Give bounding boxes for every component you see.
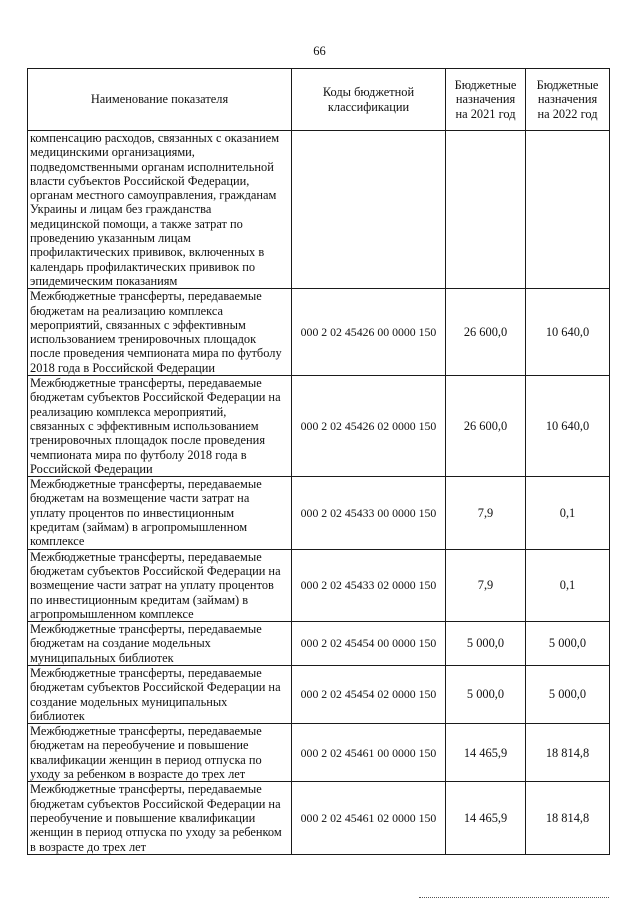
table-row [28, 724, 610, 782]
header-line: на 2021 год [455, 106, 516, 121]
budget-code-cell: 000 2 02 45433 02 0000 150 [292, 549, 446, 621]
indicator-name-cell [28, 724, 292, 782]
budget-code-cell: 000 2 02 45461 00 0000 150 [292, 724, 446, 782]
budget-2022-cell [526, 131, 610, 289]
indicator-name-line: Российской Федерации [30, 461, 153, 476]
indicator-name-line: библиотек [30, 708, 85, 723]
indicator-name-line: Межбюджетные трансферты, передаваемые [30, 477, 262, 492]
budget-2021-cell: 7,9 [446, 477, 526, 549]
budget-code-cell: 000 2 02 45454 02 0000 150 [292, 665, 446, 723]
header-budget-codes [292, 69, 446, 131]
indicator-name-line: по инвестиционным кредитам (займам) в [30, 592, 249, 607]
header-line: назначения [455, 92, 516, 107]
indicator-name-line: реализацию комплекса мероприятий, [30, 404, 227, 419]
indicator-name-line: бюджетам субъектов Российской Федерации на [30, 680, 281, 695]
budget-2022-cell: 0,1 [526, 477, 610, 549]
indicator-name-cell [28, 549, 292, 621]
indicator-name-line: Межбюджетные трансферты, передаваемые [30, 289, 262, 304]
indicator-name-line: подведомственными органам исполнительной [30, 159, 274, 174]
budget-2021-cell: 5 000,0 [446, 665, 526, 723]
indicator-name-line: Межбюджетные трансферты, передаваемые [30, 724, 262, 739]
table-row [28, 289, 610, 376]
indicator-name-line: мероприятий, связанных с эффективным [30, 317, 246, 332]
header-budget-2022 [526, 69, 610, 131]
indicator-name-line: после проведения чемпионата мира по футболу [30, 346, 282, 361]
indicator-name-line: календарь профилактических прививок по [30, 259, 256, 274]
indicator-name-cell [28, 289, 292, 376]
indicator-name-line: переобучение и повышение квалификации [30, 810, 256, 825]
indicator-name-line: уходу за ребенком в возрасте до трех лет [30, 767, 246, 782]
indicator-name-line: бюджетам субъектов Российской Федерации на [30, 563, 281, 578]
budget-2022-cell: 10 640,0 [526, 376, 610, 477]
indicator-name-cell [28, 622, 292, 666]
budget-2021-cell [446, 131, 526, 289]
budget-2022-cell: 10 640,0 [526, 289, 610, 376]
table-row [28, 477, 610, 549]
budget-2021-cell: 5 000,0 [446, 622, 526, 666]
table-row [28, 622, 610, 666]
indicator-name-line: 2018 года в Российской Федерации [30, 360, 216, 375]
budget-code-cell: 000 2 02 45461 02 0000 150 [292, 782, 446, 854]
indicator-name-line: Межбюджетные трансферты, передаваемые [30, 622, 262, 637]
indicator-name-line: тренировочных площадок после проведения [30, 433, 266, 448]
indicator-name-cell [28, 782, 292, 854]
budget-2022-cell: 18 814,8 [526, 724, 610, 782]
indicator-name-line: бюджетам на создание модельных [30, 636, 211, 651]
budget-2021-cell: 7,9 [446, 549, 526, 621]
header-line: Бюджетные [454, 78, 517, 93]
indicator-name-line: кредитам (займам) в агропромышленном [30, 520, 248, 535]
indicator-name-line: органам местного самоуправления, гражданам [30, 188, 277, 203]
indicator-name-line: медицинской помощи, а также затрат по [30, 216, 243, 231]
indicator-name-line: агропромышленном комплексе [30, 606, 194, 621]
indicator-name-line: муниципальных библиотек [30, 650, 174, 665]
indicator-name-line: квалификации женщин в период отпуска по [30, 752, 262, 767]
indicator-name-line: бюджетам на переобучение и повышение [30, 738, 249, 753]
indicator-name-cell [28, 665, 292, 723]
table-row [28, 665, 610, 723]
header-line: классификации [327, 99, 410, 114]
indicator-name-line: бюджетам субъектов Российской Федерации на [30, 796, 281, 811]
indicator-name-line: в возрасте до трех лет [30, 839, 147, 854]
indicator-name-line: медицинскими организациями, [30, 145, 195, 160]
table-header-row [28, 69, 610, 131]
header-line: назначения [537, 92, 598, 107]
indicator-name-line: чемпионата мира по футболу 2018 года в [30, 447, 247, 462]
indicator-name-line: власти субъектов Российской Федерации, [30, 173, 250, 188]
indicator-name-line: бюджетам на возмещение части затрат на [30, 491, 250, 506]
budget-code-cell: 000 2 02 45433 00 0000 150 [292, 477, 446, 549]
budget-table [27, 68, 610, 855]
header-indicator-name: Наименование показателя [28, 69, 292, 131]
indicator-name-line: бюджетам на реализацию комплекса [30, 303, 224, 318]
indicator-name-line: Межбюджетные трансферты, передаваемые [30, 549, 262, 564]
indicator-name-line: Межбюджетные трансферты, передаваемые [30, 782, 262, 797]
table-row [28, 782, 610, 854]
indicator-name-cell [28, 477, 292, 549]
budget-2021-cell: 14 465,9 [446, 782, 526, 854]
scan-artifact-line [419, 897, 609, 900]
indicator-name-line: Межбюджетные трансферты, передаваемые [30, 376, 262, 391]
indicator-name-line: использованием тренировочных площадок [30, 332, 257, 347]
table-body [28, 131, 610, 855]
page-number: 66 [313, 44, 326, 58]
indicator-name-line: Украины и лицам без гражданства [30, 202, 212, 217]
budget-2022-cell: 5 000,0 [526, 665, 610, 723]
indicator-name-line: эпидемическим показаниям [30, 273, 178, 288]
indicator-name-cell [28, 376, 292, 477]
indicator-name-line: женщин в период отпуска по уходу за ребенком [30, 825, 282, 840]
header-budget-2021 [446, 69, 526, 131]
indicator-name-line: уплату процентов по инвестиционным [30, 505, 235, 520]
budget-2022-cell: 5 000,0 [526, 622, 610, 666]
indicator-name-line: возмещение части затрат на уплату процентов [30, 578, 274, 593]
budget-code-cell [292, 131, 446, 289]
budget-code-cell: 000 2 02 45426 02 0000 150 [292, 376, 446, 477]
budget-code-cell: 000 2 02 45454 00 0000 150 [292, 622, 446, 666]
indicator-name-line: проведению указанным лицам [30, 231, 191, 246]
indicator-name-line: Межбюджетные трансферты, передаваемые [30, 665, 262, 680]
budget-2021-cell: 26 600,0 [446, 289, 526, 376]
header-line: на 2022 год [537, 106, 598, 121]
indicator-name-line: создание модельных муниципальных [30, 694, 228, 709]
indicator-name-cell [28, 131, 292, 289]
indicator-name-line: профилактических прививок, включенных в [30, 245, 265, 260]
indicator-name-line: комплексе [30, 534, 85, 549]
indicator-name-line: компенсацию расходов, связанных с оказанием [30, 131, 280, 145]
budget-2022-cell: 0,1 [526, 549, 610, 621]
header-line: Коды бюджетной [322, 85, 415, 100]
budget-2021-cell: 14 465,9 [446, 724, 526, 782]
table-row [28, 376, 610, 477]
table-row [28, 131, 610, 289]
table-row [28, 549, 610, 621]
indicator-name-line: бюджетам субъектов Российской Федерации на [30, 390, 281, 405]
budget-2022-cell: 18 814,8 [526, 782, 610, 854]
header-line: Бюджетные [536, 78, 599, 93]
budget-2021-cell: 26 600,0 [446, 376, 526, 477]
indicator-name-line: связанных с эффективным использованием [30, 418, 259, 433]
budget-code-cell: 000 2 02 45426 00 0000 150 [292, 289, 446, 376]
